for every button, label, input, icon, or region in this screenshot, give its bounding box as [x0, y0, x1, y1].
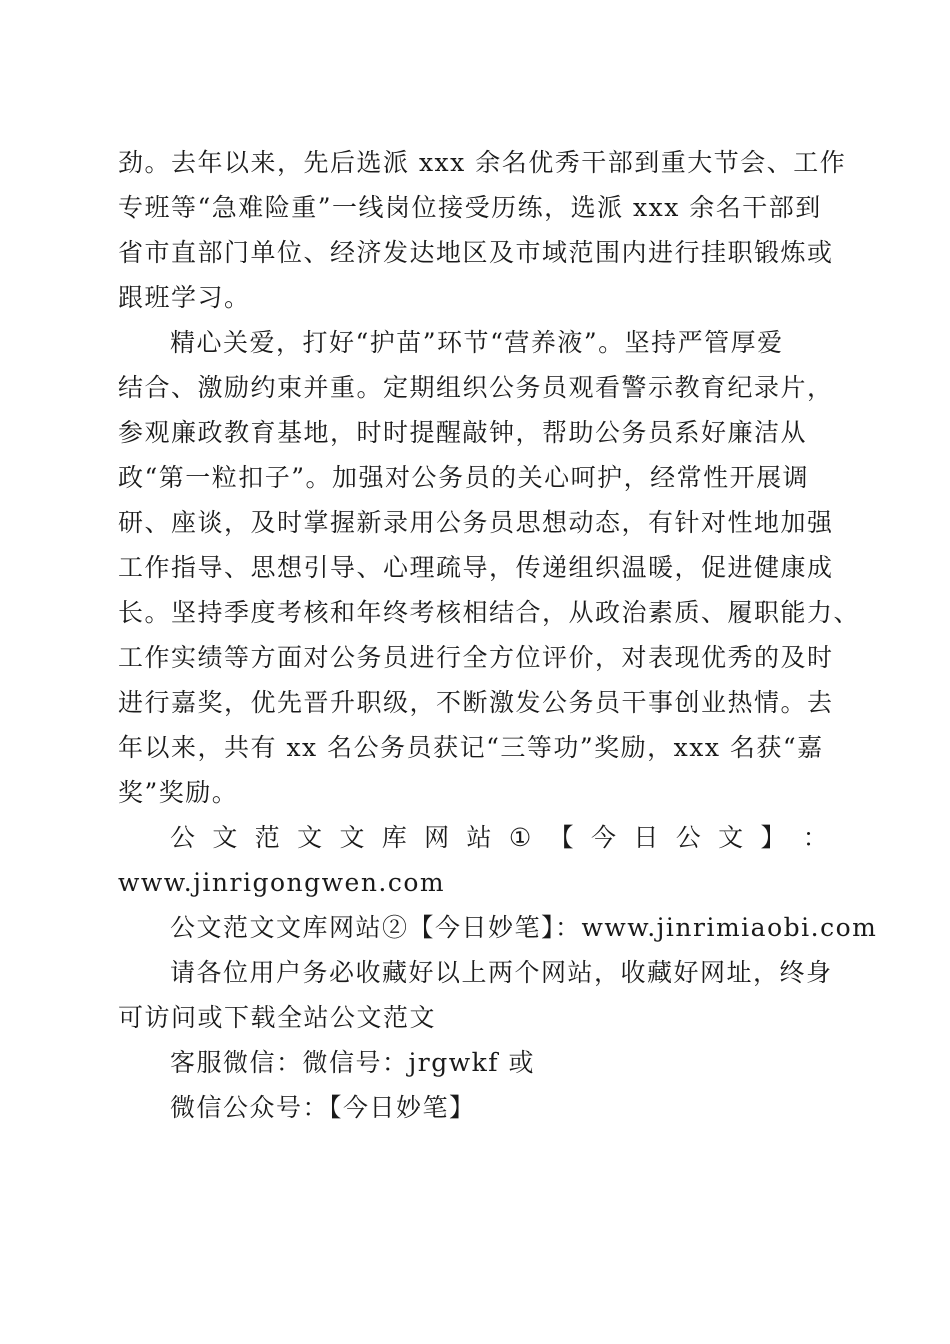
official-account: 微信公众号：【今日妙笔】: [170, 1093, 476, 1122]
text-line: 劲。去年以来，先后选派 xxx 余名优秀干部到重大节会、工作: [118, 148, 847, 177]
text-line: 奖”奖励。: [118, 778, 239, 807]
website-1-url[interactable]: www.jinrigongwen.com: [118, 868, 446, 897]
notice-block: [118, 950, 833, 1040]
text-line: 长。坚持季度考核和年终考核相结合，从政治素质、履职能力、: [118, 598, 861, 627]
text-line: 参观廉政教育基地，时时提醒敲钟，帮助公务员系好廉洁从: [118, 418, 808, 447]
website-1-block: [118, 815, 828, 905]
text-line: 跟班学习。: [118, 283, 251, 312]
website-1-label: 公 文 范 文 文 库 网 站 ① 【 今 日 公 文 】 ：: [170, 823, 828, 852]
text-line: 工作实绩等方面对公务员进行全方位评价，对表现优秀的及时: [118, 643, 834, 672]
text-line: 专班等“急难险重”一线岗位接受历练，选派 xxx 余名干部到: [118, 193, 822, 222]
document-page: [118, 140, 878, 1130]
text-line: 政“第一粒扣子”。加强对公务员的关心呵护，经常性开展调: [118, 463, 810, 492]
customer-service-wechat: 客服微信：微信号：jrgwkf 或: [170, 1048, 535, 1077]
text-line: 进行嘉奖，优先晋升职级，不断激发公务员干事创业热情。去: [118, 688, 834, 717]
website-2-line[interactable]: 公文范文文库网站②【今日妙笔】：www.jinrimiaobi.com: [170, 913, 878, 942]
text-line: 年以来，共有 xx 名公务员获记“三等功”奖励，xxx 名获“嘉: [118, 733, 824, 762]
text-line: 研、座谈，及时掌握新录用公务员思想动态，有针对性地加强: [118, 508, 834, 537]
paragraph-cadre-training: [118, 140, 847, 320]
text-line: 工作指导、思想引导、心理疏导，传递组织温暖，促进健康成: [118, 553, 834, 582]
text-line: 结合、激励约束并重。定期组织公务员观看警示教育纪录片，: [118, 373, 834, 402]
notice-line: 请各位用户务必收藏好以上两个网站，收藏好网址，终身: [170, 958, 833, 987]
notice-line: 可访问或下载全站公文范文: [118, 1003, 437, 1032]
text-line: 精心关爱，打好“护苗”环节“营养液”。坚持严管厚爱: [170, 328, 784, 357]
paragraph-care: [118, 320, 861, 815]
text-line: 省市直部门单位、经济发达地区及市域范围内进行挂职锻炼或: [118, 238, 834, 267]
